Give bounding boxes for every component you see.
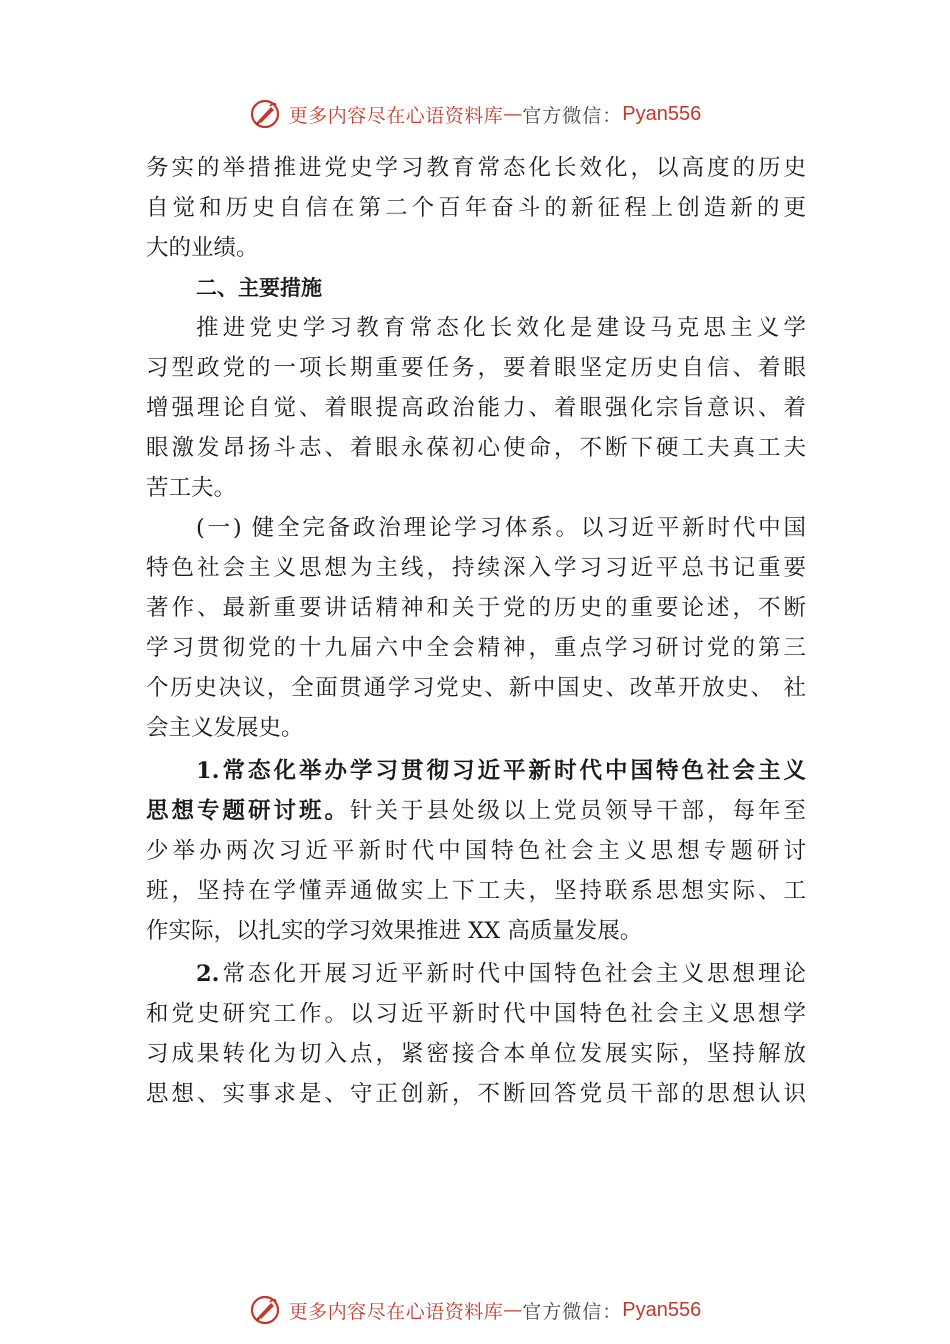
text-line: 习型政党的一项长期重要任务，要着眼坚定历史自信、着眼 <box>146 355 806 381</box>
footer-banner <box>0 1288 950 1332</box>
item-line <box>146 954 806 994</box>
text-line: 学习贯彻党的十九届六中全会精神，重点学习研讨党的第三 <box>146 635 806 661</box>
text-fragment: 常态化开展习近平新时代中国特色社会主义思想理论 <box>219 961 806 987</box>
text-line: 推进党史学习教育常态化长效化是建设马克思主义学 <box>196 315 806 341</box>
text-line: 班，坚持在学懂弄通做实上下工夫，坚持联系思想实际、工 <box>146 878 806 904</box>
text-line: 眼激发昂扬斗志、着眼永葆初心使命，不断下硬工夫真工夫 <box>146 435 806 461</box>
text-line: 个历史决议，全面贯通学习党史、新中国史、改革开放史、 社 <box>146 675 806 701</box>
banner-dash: — <box>503 103 523 125</box>
section-heading: 二、主要措施 <box>196 276 322 300</box>
text-line: 大的业绩。 <box>146 235 259 261</box>
text-fragment: 针关于县处级以上党员领导干部，每年至 <box>350 798 806 824</box>
header-banner <box>0 92 950 136</box>
text-line: 务实的举措推进党史学习教育常态化长效化，以高度的历史 <box>146 155 806 181</box>
subsection-line <box>146 508 806 548</box>
banner-wechat-id: Pyan556 <box>622 102 702 125</box>
text-line: 少举办两次习近平新时代中国特色社会主义思想专题研讨 <box>146 838 806 864</box>
bold-item-title: 1.常态化举办学习贯彻习近平新时代中国特色社会主义 <box>196 758 806 784</box>
text-line: 特色社会主义思想为主线，持续深入学习习近平总书记重要 <box>146 555 806 581</box>
text-line: 苦工夫。 <box>146 475 237 501</box>
subsection-title: (一) 健全完备政治理论学习体系。 <box>196 515 581 541</box>
banner-brand-text: 更多内容尽在心语资料库 <box>288 1300 504 1323</box>
pen-logo-icon <box>249 98 281 130</box>
text-line: 作实际，以扎实的学习效果推进 XX 高质量发展。 <box>146 918 643 944</box>
banner-brand-text: 更多内容尽在心语资料库 <box>288 104 504 127</box>
text-line: 会主义发展史。 <box>146 715 304 741</box>
text-fragment: 以习近平新时代中国 <box>580 515 806 541</box>
banner-dash: — <box>503 1299 523 1321</box>
item-line <box>146 791 806 831</box>
banner-official-label: 官方微信： <box>522 104 623 127</box>
banner-wechat-id: Pyan556 <box>622 1298 702 1321</box>
text-line: 习成果转化为切入点，紧密接合本单位发展实际，坚持解放 <box>146 1041 806 1067</box>
bold-item-title-end: 思想专题研讨班。 <box>146 798 350 824</box>
text-line: 思想、实事求是、守正创新，不断回答党员干部的思想认识 <box>146 1081 806 1107</box>
banner-official-label: 官方微信： <box>522 1300 623 1323</box>
text-line: 自觉和历史自信在第二个百年奋斗的新征程上创造新的更 <box>146 195 806 221</box>
text-line: 和党史研究工作。以习近平新时代中国特色社会主义思想学 <box>146 1001 806 1027</box>
item-number: 2. <box>196 961 220 987</box>
text-line: 著作、最新重要讲话精神和关于党的历史的重要论述，不断 <box>146 595 806 621</box>
document-body <box>146 148 806 1114</box>
pen-logo-icon <box>249 1294 281 1326</box>
text-line: 增强理论自觉、着眼提高政治能力、着眼强化宗旨意识、着 <box>146 395 806 421</box>
